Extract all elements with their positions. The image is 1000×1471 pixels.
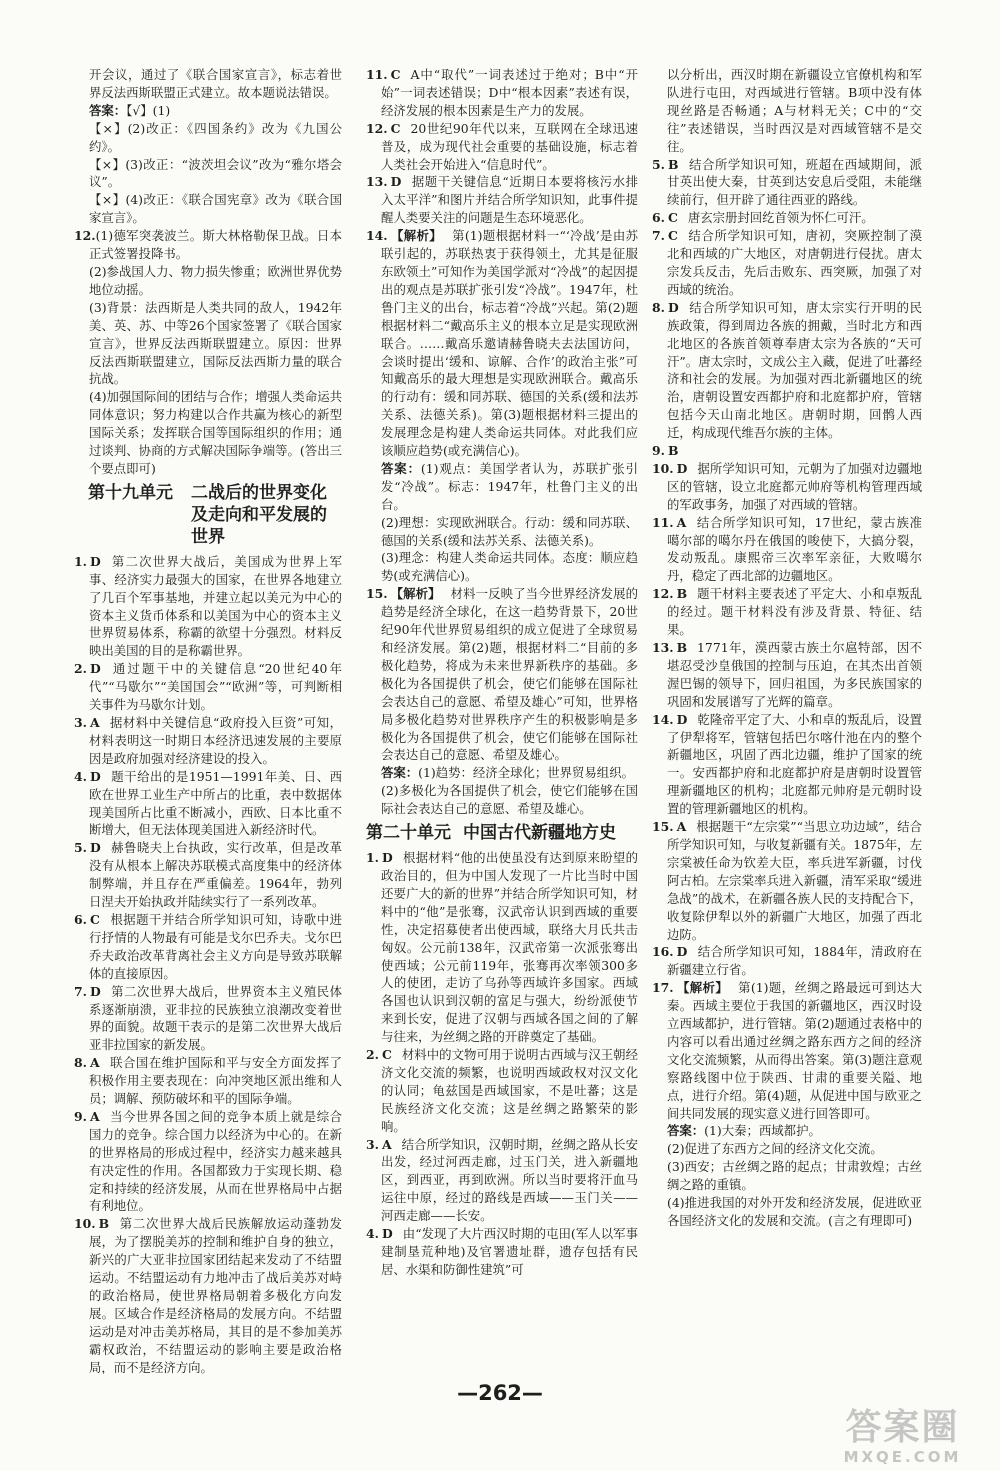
unit-title: 二战后的世界变化及走向和平发展的世界: [191, 482, 327, 547]
explanation-paragraph: (4)推进我国的对外开发和经济发展，促进欧亚各国经济文化的发展和交流。(言之有理即可): [667, 1195, 922, 1228]
explanation-text: 根据材料“他的出使虽没有达到原来盼望的政治目的，但为中国人发现了一片比当时中国还要广大的新的世界”并结合所学知识可知，材料中的“他”是张骞，汉武帝认识到西域的重要性，决定招募使者出使西域，联络大月氏共击匈奴。公元前138年，汉武帝第一次派张骞出使西域；公元前119年，张骞再次率领300多人的使团，走访了乌孙等西域许多国家。西域各国也认识到汉朝的富足与强大，纷纷派使节来到长安，促进了汉朝与西域各国之间的了解与往来，为丝绸之路的开辟奠定了基础。: [381, 850, 638, 1045]
question-number: 5.: [74, 840, 87, 856]
question-number: 15.: [366, 586, 388, 602]
explanation-text: 1771年，漠西蒙古族土尔扈特部，因不堪忍受沙皇俄国的控制与压迫，在其杰出首领渥巴锡的领导下，回归祖国，为多民族国家的巩固和发展谱写了光辉的篇章。: [667, 640, 922, 709]
explanation-paragraph: 【×】(3)改正：“波茨坦会议”改为“雅尔塔会议”。: [89, 156, 342, 190]
question-number: 6.: [74, 911, 87, 927]
explanation-text: 第二次世界大战后，世界资本主义殖民体系逐渐崩溃，亚非拉的民族独立浪潮改变着世界的面貌。故题干表示的是第二次世界大战后亚非拉国家的新发展。: [89, 983, 342, 1053]
answer-choice: A: [676, 819, 687, 835]
answer-choice: D: [381, 850, 393, 866]
unit-heading: [366, 822, 638, 844]
explanation-paragraph: 开会议，通过了《联合国家宣言》，标志着世界反法西斯联盟正式建立。故本题说法错误。: [89, 67, 342, 100]
answer-choice: D: [381, 1226, 393, 1242]
question-number: 13.: [652, 640, 674, 655]
answer-choice: B: [676, 586, 688, 602]
answer-choice: D: [89, 553, 101, 569]
answer-choice: B: [667, 443, 679, 459]
explanation-text: 材料中的文物可用于说明古西域与汉王朝经济文化交流的频繁，也说明西域政权对汉文化的认同；龟兹国是西域国家，不是吐蕃；这是民族经济文化交流；这是丝绸之路繁荣的影响。: [381, 1047, 638, 1134]
explanation-text: 由“发现了大片西汉时期的屯田(军人以军事建制垦荒种地)及官署遗址群，遗存包括有民居、水渠和防御性建筑”可: [381, 1226, 638, 1277]
answer-choice: B: [98, 1216, 110, 1232]
answer-item: [74, 227, 342, 263]
answer-line: [74, 102, 342, 120]
explanation-text: 据题干关键信息“近期日本要将核污水排入太平洋”和图片并结合所学知识知，此事件提醒人类要关注的问题是生态环境恶化。: [381, 174, 638, 226]
question-number: 4.: [366, 1226, 379, 1242]
answer-label: 答案：: [89, 102, 127, 118]
question-number: 14.: [652, 711, 674, 727]
answer-item: [652, 711, 922, 818]
answer-item: [366, 120, 638, 174]
explanation-text: 材料一反映了当今世界经济发展的趋势是经济全球化，在这一趋势背景下，20世纪90年代世界贸易组织的成立促进了全球贸易和经济发展。第(2)题，根据材料二“目前的多极化趋势，将成为未来世界新秩序的基础。多极化为各国提供了机会，使它们能够在国际社会表达自己的意愿、希望及雄心”可知，世界格局多极化趋势对世界秩序产生的积极影响是多极化为各国提供了机会，使它们能够在国际社会表达自己的意愿、希望及雄心。: [381, 586, 638, 763]
explanation-text: 乾隆帝平定了大、小和卓的叛乱后，设置了伊犁将军，管辖包括巴尔喀什池在内的整个新疆地区，巩固了西北边疆，维护了国家的统一。安西都护府和北庭都护府是唐朝时设置管理新疆地区的机构；北庭都元帅府是元朝时设置的管理新疆地区的机构。: [667, 711, 922, 817]
explanation-paragraph: (2)理想：实现欧洲联合。行动：缓和同苏联、德国的关系(缓和法苏关系、法德关系)。: [381, 514, 638, 548]
explanation-text: 结合所学知识可知，唐初，突厥控制了漠北和西域的广大地区，对唐朝进行侵扰。唐太宗发兵反击，先后击败东、西突厥，加强了对西域的统治。: [667, 228, 922, 297]
answer-item: [366, 1046, 638, 1136]
answer-choice: C: [390, 120, 401, 136]
answer-choice: D: [390, 174, 402, 190]
answer-item: [74, 911, 342, 983]
answer-choice: D: [89, 840, 101, 856]
answer-item: [74, 983, 342, 1055]
explanation-text: 20世纪90年代以来，互联网在全球迅速普及，成为现代社会重要的基础设施，标志着人类社会开始进入“信息时代”。: [381, 120, 638, 172]
explanation-text: 联合国在维护国际和平与安全方面发挥了积极作用主要表现在：向冲突地区派出维和人员；调解、预防破坏和平的国际争端。: [89, 1055, 342, 1107]
answer-item: [652, 818, 922, 943]
explanation-text: 第二次世界大战后民族解放运动蓬勃发展，为了摆脱美苏的控制和维护自身的独立，新兴的广大亚非拉国家团结起来发动了不结盟运动。不结盟运动有力地冲击了战后美苏对峙的政治格局，使世界格局朝着多极化方向发展。区域合作是经济格局的发展方向。不结盟运动是对冲击美苏格局，其目的是不参加美苏霸权政治，不结盟运动的影响主要是政治格局，而不是经济方向。: [89, 1216, 342, 1374]
answer-text: (1)趋势：经济全球化；世界贸易组织。: [418, 765, 634, 781]
answer-choice: C: [89, 911, 100, 927]
answer-choice: A: [89, 715, 100, 730]
answer-choice: B: [676, 640, 688, 655]
question-number: 15.: [652, 819, 674, 835]
unit-number: 第十九单元: [88, 482, 173, 503]
explanation-paragraph: (3)西安；古丝绸之路的起点；甘肃敦煌；古丝绸之路的重镇。: [667, 1159, 922, 1193]
question-number: 12.: [366, 120, 388, 136]
question-number: 10.: [74, 1216, 96, 1232]
question-number: 12.: [74, 228, 96, 244]
answer-choice: A: [89, 1108, 100, 1124]
answer-item: [366, 173, 638, 227]
explanation-text: 题干材料主要表述了平定大、小和卓叛乱的经过。题干材料没有涉及背景、特征、结果。: [667, 586, 922, 638]
unit-title: 中国古代新疆地方史: [463, 823, 616, 844]
answer-choice: C: [390, 67, 401, 82]
explanation-text: 据所学知识可知，元朝为了加强对边疆地区的管辖，设立北庭都元帅府等机构管理西域的军政事务，加强了对西域的管辖。: [667, 460, 922, 512]
answer-item: [652, 442, 922, 460]
explanation-text: 结合所学知识可知，17世纪，蒙古族准噶尔部的噶尔丹在俄国的唆使下，大搞分裂，发动叛乱。康熙帝三次率军亲征，大败噶尔丹，稳定了西北部的边疆地区。: [667, 514, 922, 584]
explanation-text: 第(1)题，丝绸之路最远可到达大秦。西域主要位于我国的新疆地区，西汉时设立西域都护，进行管辖。第(2)题通过表格中的内容可以看出通过丝绸之路东西方之间的经济文化交流频繁，从而得出答案。第(3)题注意观察路线图中位于陕西、甘肃的重要关隘、地点，进行介绍。第(4)题，从促进中国与欧亚之间共同发展的现实意义进行回答即可。: [667, 980, 922, 1121]
answer-item: [74, 1215, 342, 1374]
answer-choice: 【解析】: [390, 228, 443, 244]
question-number: 9.: [74, 1108, 87, 1124]
unit-heading: [88, 482, 342, 548]
explanation-paragraph: (3)理念：构建人类命运共同体。态度：顺应趋势(或充满信心)。: [381, 550, 638, 584]
question-number: 16.: [652, 944, 674, 960]
answer-choice: D: [667, 299, 679, 315]
explanation-paragraph: 以分析出，西汉时期在新疆设立官僚机构和军队进行屯田，对西域进行管辖。B项中没有体现丝路是否畅通；A与材料无关；C中的“交往”表述错误，当时西汉是对西域管辖不是交往。: [667, 67, 922, 154]
answer-item: [366, 585, 638, 764]
answer-choice: D: [676, 711, 688, 727]
question-number: 13.: [366, 174, 388, 190]
answer-item: [652, 299, 922, 442]
answer-choice: D: [89, 983, 101, 999]
explanation-text: 第二次世界大战后，美国成为世界上军事、经济实力最强大的国家，在世界各地建立了几百个军事基地，并建立起以美元为中心的资本主义货币体系和以美国为中心的资本主义世界贸易体系，称霸的欲望十分强烈。材料反映出美国的目的是称霸世界。: [89, 553, 342, 659]
question-number: 10.: [652, 460, 674, 476]
question-number: 17.: [652, 980, 674, 996]
answer-item: [652, 514, 922, 586]
question-number: 1.: [74, 553, 87, 569]
question-number: 14.: [366, 228, 388, 244]
answer-choice: D: [676, 944, 688, 960]
answer-item: [652, 460, 922, 514]
answer-item: [74, 768, 342, 840]
explanation-paragraph: 【×】(2)改正：《四国条约》改为《九国公约》。: [89, 120, 342, 154]
explanation-text: 根据题干“左宗棠”“当思立功边域”，结合所学知识可知，与收复新疆有关。1875年，左宗棠被任命为钦差大臣，率兵进军新疆，讨伐阿古柏。左宗棠率兵进入新疆，清军采取“缓进急战”的战术，在新疆各族人民的支持配合下，收复除伊犁以外的新疆广大地区，加强了西北边防。: [667, 819, 922, 942]
answer-item: [366, 849, 638, 1046]
question-number: 12.: [652, 586, 674, 602]
answer-choice: C: [667, 210, 678, 226]
answer-item: [366, 1136, 638, 1226]
question-number: 4.: [74, 768, 87, 784]
explanation-text: 结合所学知识可知，班超在西域期间，派甘英出使大秦，甘英到达安息后受阻，未能继续前行，但开辟了通往西亚的路线。: [667, 156, 922, 208]
answer-choice: D: [676, 460, 688, 476]
answer-item: [652, 943, 922, 979]
answer-item: [652, 156, 922, 210]
explanation-paragraph: 【×】(4)改正：《联合国宪章》改为《联合国家宣言》。: [89, 192, 342, 226]
answer-item: [652, 639, 922, 711]
answer-choice: B: [667, 156, 679, 172]
answer-item: [74, 714, 342, 768]
answer-choice: D: [89, 768, 101, 784]
explanation-text: A中“取代”一词表述过于绝对；B中“开始”一词表述错误；D中“根本因素”表述有误，经济发展的根本因素是生产力的发展。: [381, 67, 638, 118]
question-number: 8.: [74, 1055, 87, 1071]
question-number: 7.: [74, 983, 87, 999]
question-number: 3.: [366, 1136, 379, 1152]
explanation-paragraph: (2)促进了东西方之间的经济文化交流。: [667, 1141, 883, 1157]
explanation-text: 根据题干并结合所学知识可知，诗歌中进行抒情的人物最有可能是戈尔巴乔夫。戈尔巴乔夫政治改革背离社会主义方向是导致苏联解体的直接原因。: [89, 911, 342, 981]
answer-choice: C: [667, 228, 678, 244]
question-number: 7.: [652, 228, 665, 244]
answer-text: (1)大秦；西域都护。: [704, 1123, 821, 1139]
answer-choice: 【解析】: [676, 980, 729, 996]
answer-line: [652, 1122, 922, 1140]
answer-item: [74, 1054, 342, 1108]
question-number: 9.: [652, 443, 665, 459]
explanation-text: 赫鲁晓夫上台执政，实行改革，但是改革没有从根本上解决苏联模式高度集中的经济体制弊端，并且存在严重偏差。1964年，勃列日涅夫开始执政并陆续实行了一系列改革。: [89, 840, 342, 910]
explanation-paragraph: (4)加强国际间的团结与合作；增强人类命运共同体意识；努力构建以合作共赢为核心的新型国际关系；发挥联合国等国际组织的作用；通过谈判、协商的方式解决国际争端等。(答出三个要点即可): [89, 389, 342, 476]
question-number: 2.: [74, 661, 87, 677]
answer-text: 【√】(1): [126, 102, 171, 118]
answer-item: [652, 585, 922, 639]
page-number: —262—: [457, 1381, 543, 1405]
explanation-text: 唐玄宗册封回纥首领为怀仁可汗。: [687, 210, 874, 226]
middle-column: [366, 66, 638, 1374]
answer-item: [366, 1225, 638, 1279]
explanation-text: 结合所学知识可知，唐太宗实行开明的民族政策，得到周边各族的拥戴，当时北方和西北地区的各族首领尊奉唐太宗为各族的“天可汗”。唐太宗时，文成公主入藏，促进了吐蕃经济和社会的发展。为加强对西北新疆地区的统治，唐朝设置安西都护府和北庭都护府，管辖包括今天山南北地区。唐朝时期，回鹘人西迁，构成现代维吾尔族的主体。: [667, 299, 922, 441]
answer-item: [652, 979, 922, 1122]
watermark-url: MXQE.COM: [843, 1448, 962, 1466]
explanation-paragraph: (2)多极化为各国提供了机会，使它们能够在国际社会表达自己的意愿、希望及雄心。: [381, 783, 638, 817]
answer-item: [74, 839, 342, 911]
question-number: 8.: [652, 299, 665, 315]
watermark-text: 答案圈: [845, 1407, 960, 1448]
answer-item: [652, 209, 922, 227]
explanation-text: 结合所学知识，汉朝时期，丝绸之路从长安出发，经过河西走廊，过玉门关，进入新疆地区，到西亚，再到欧洲。所以当时要将汗血马运往中原，经过的路线是西域——玉门关——河西走廊——长安。: [381, 1136, 638, 1224]
answer-label: 答案：: [667, 1123, 705, 1139]
question-number: 2.: [366, 1047, 379, 1063]
answer-item: [74, 1108, 342, 1215]
question-number: 11.: [366, 67, 388, 82]
question-number: 5.: [652, 156, 665, 172]
answer-choice: A: [89, 1055, 100, 1071]
explanation-paragraph: (2)参战国人力、物力损失惨重；欧洲世界优势地位动摇。: [89, 263, 342, 297]
explanation-text: 题干给出的是1951—1991年美、日、西欧在世界工业生产中所占的比重，表中数据体现美国所占比重不断减小，西欧、日本比重不断增大，但无法体现美国进入新经济时代。: [89, 768, 342, 838]
answer-choice: A: [676, 514, 687, 530]
answer-line: [366, 764, 638, 782]
unit-number: 第二十单元: [366, 823, 451, 844]
explanation-text: 当今世界各国之间的竞争本质上就是综合国力的竞争。综合国力以经济为中心的。在新的世界格局的形成过程中，经济实力越来越具有决定性的作用。各国都致力于实现长期、稳定和持续的经济发展，从而在世界格局中占据有利地位。: [89, 1108, 342, 1214]
question-number: 1.: [366, 850, 379, 866]
explanation-text: 第(1)题根据材料一“‘冷战’是由苏联引起的，苏联热衷于获得领土，尤其是征服东欧领土”可知作为美国学派对“冷战”的起因提出的观点是苏联扩张引发“冷战”。1947年，杜鲁门主义的出台，标志着“冷战”兴起。第(2)题根据材料二“戴高乐主义的根本立足是实现欧洲联合。……戴高乐邀请赫鲁晓夫去法国访问，会谈时提出‘缓和、谅解、合作’的政治主张”可知戴高乐的最大理想是实现欧洲联合。戴高乐的行动有：缓和同苏联、德国的关系(缓和法苏关系、法德关系)。第(3)题根据材料三提出的发展理念是构建人类命运共同体。对此我们应该顺应趋势(或充满信心)。: [381, 228, 638, 459]
answer-item: [74, 660, 342, 714]
watermark-logo: [815, 1408, 990, 1468]
answer-label: 答案：: [381, 765, 419, 781]
answer-item: [366, 66, 638, 120]
question-number: 11.: [652, 514, 674, 530]
answer-choice: D: [89, 661, 101, 677]
explanation-text: (1)德军突袭波兰。斯大林格勒保卫战。日本正式签署投降书。: [89, 228, 342, 262]
answer-label: 答案：: [381, 460, 421, 476]
answer-item: [366, 227, 638, 460]
answer-choice: A: [381, 1136, 392, 1152]
right-column: [652, 66, 922, 1374]
answer-choice: 【解析】: [390, 586, 441, 602]
answer-item: [74, 553, 342, 660]
answer-choice: C: [381, 1047, 392, 1063]
left-column: [74, 66, 342, 1374]
question-number: 3.: [74, 715, 87, 730]
answer-item: [652, 227, 922, 299]
answer-line: [366, 460, 638, 514]
question-number: 6.: [652, 210, 665, 226]
explanation-text: 通过题干中的关键信息“20世纪40年代”“马歇尔”“美国国会”“欧洲”等，可判断相关事件为马歇尔计划。: [89, 661, 342, 713]
explanation-paragraph: (3)背景：法西斯是人类共同的敌人，1942年美、英、苏、中等26个国家签署了《联合国家宣言》，世界反法西斯联盟建立。原因：世界反法西斯联盟建立，国际反法西斯力量的联合抗战。: [89, 299, 342, 387]
explanation-text: 据材料中关键信息“政府投入巨资”可知，材料表明这一时期日本经济迅速发展的主要原因是政府加强对经济建设的投入。: [89, 715, 342, 766]
explanation-text: 结合所学知识可知，1884年，清政府在新疆建立行省。: [667, 944, 922, 978]
answer-text: (1)观点：美国学者认为，苏联扩张引发“冷战”。标志：1947年，杜鲁门主义的出台。: [381, 460, 638, 512]
